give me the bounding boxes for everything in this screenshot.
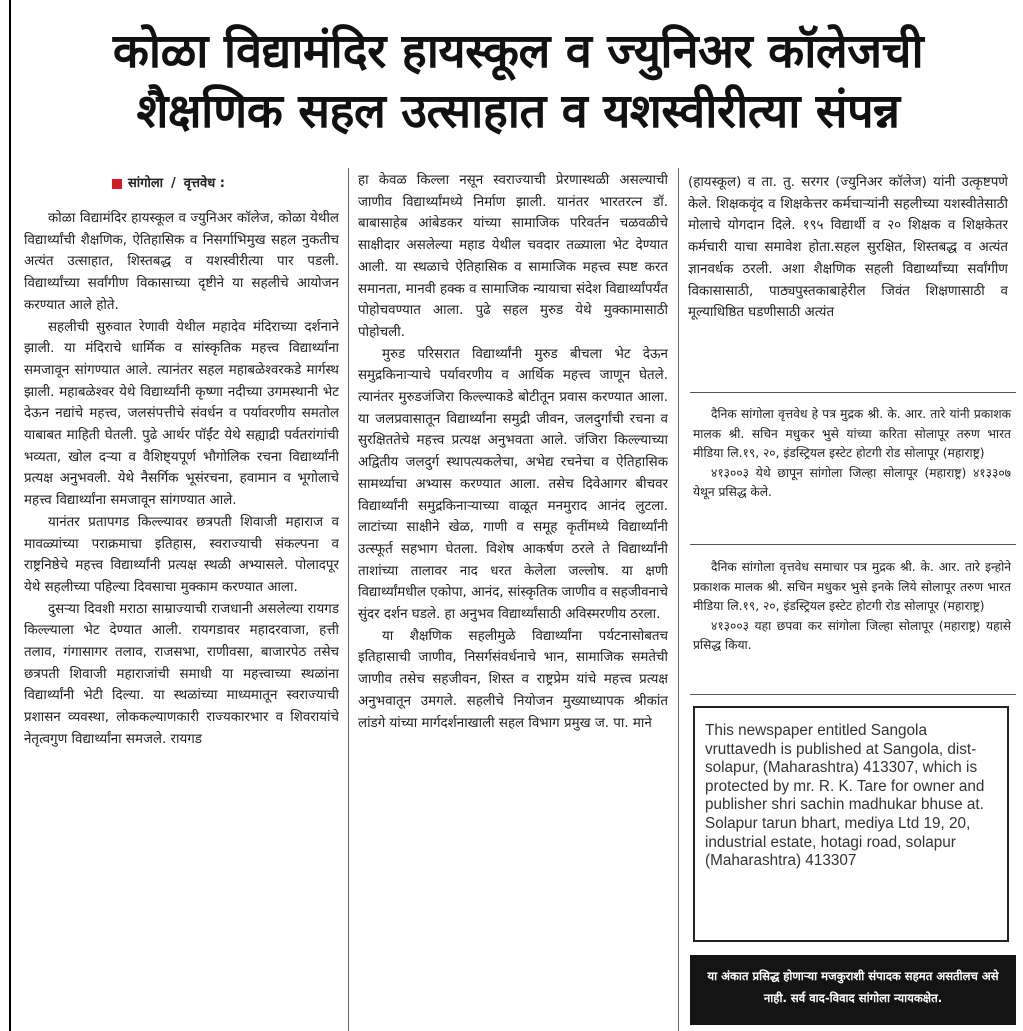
red-square-icon xyxy=(112,179,122,189)
section-divider xyxy=(690,694,1016,695)
dateline-place: सांगोला xyxy=(128,176,164,191)
paragraph: यानंतर प्रतापगड किल्ल्यावर छत्रपती शिवाजी महाराज व मावळ्यांच्या पराक्रमाचा इतिहास, स्वराज्याची संकल्पना व राष्ट्रनिष्ठेचे महत्त्व विद्यार्थ्यांनी प्रत्यक्ष स्थळी अभ्यासले. पोलादपूर येथे सहलीच्या पहिल्या दिवसाचा मुक्काम करण्यात आला. xyxy=(24,514,339,595)
imprint-line: ४१३००३ येथे छापून सांगोला जिल्हा सोलापूर (महाराष्ट्र) ४१३३०७ येथून प्रसिद्ध केले. xyxy=(693,465,1011,499)
paragraph: मुरुड परिसरात विद्यार्थ्यांनी मुरुड बीचला भेट देऊन समुद्रकिनाऱ्याचे पर्यावरणीय व आर्थिक महत्त्व जाणून घेतले. त्यानंतर मुरुडजंजिरा किल्ल्याकडे बोटीतून प्रवास करण्यात आला. या जलप्रवासातून विद्यार्थ्यांना समुद्री जीवन, जलदुर्गांची रचना व सुरक्षिततेचे महत्त्व प्रत्यक्ष अनुभवता आले. जंजिरा किल्ल्याच्या अद्वितीय जलदुर्ग स्थापत्यकलेचा, अभेद्य रचनेचा व ऐतिहासिक सामर्थ्याचा अभ्यास करण्यात आला. तसेच दिवेआगर बीचवर विद्यार्थ्यांनी समुद्रकिनाऱ्याच्या वाळूत मनमुराद आनंद लुटला. लाटांच्या साक्षीने खेळ, गाणी व समूह कृतींमध्ये विद्यार्थ्यांनी उत्स्फूर्त सहभाग घेतला. विशेष आकर्षण ठरले ते विद्यार्थ्यांनी ताशांच्या तालावर नाद धरत केलेला जल्लोष. या क्षणी विद्यार्थ्यांमधील एकोपा, आनंद, सांस्कृतिक जाणीव व सहजीवनाचे सुंदर दर्शन घडले. हा अनुभव विद्यार्थ्यांसाठी अविस्मरणीय ठरला. xyxy=(358,346,668,623)
article-column-2 xyxy=(358,170,668,1030)
imprint-line: दैनिक सांगोला वृत्तवेध हे पत्र मुद्रक श्री. के. आर. तारे यांनी प्रकाशक मालक श्री. सचिन मधुकर भुसे यांच्या करिता सोलापूर तरुण भारत मीडिया लि.१९, २०, इंडस्ट्रियल इस्टेट होटगी रोड सोलापूर (महाराष्ट्र) xyxy=(693,407,1011,460)
paragraph: हा केवळ किल्ला नसून स्वराज्याची प्रेरणास्थळी असल्याची जाणीव विद्यार्थ्यांमध्ये निर्माण झाली. यानंतर भारतरत्न डॉ. बाबासाहेब आंबेडकर यांच्या सामाजिक परिवर्तन चळवळीचे साक्षीदार असलेल्या महाड येथील चवदार तळ्याला भेट देण्यात आली. या स्थळाचे ऐतिहासिक व सामाजिक महत्त्व स्पष्ट करत समानता, मानवी हक्क व सामाजिक न्यायाचा संदेश विद्यार्थ्यांपर्यंत पोहोचवण्यात आला. पुढे सहल मुरुड येथे मुक्कामासाठी पोहोचली. xyxy=(358,173,668,340)
imprint-line: ४१३००३ यहा छपवा कर सांगोला जिल्हा सोलापूर (महाराष्ट्र) यहासे प्रसिद्ध किया. xyxy=(693,618,1011,652)
imprint-marathi xyxy=(693,405,1011,535)
imprint-hindi xyxy=(693,558,1011,688)
paragraph: सहलीची सुरुवात रेणावी येथील महादेव मंदिराच्या दर्शनाने झाली. या मंदिराचे धार्मिक व सांस्कृतिक महत्त्व विद्यार्थ्यांना समजावून सांगण्यात आले. त्यानंतर सहल महाबळेश्वरकडे मार्गस्थ झाली. महाबळेश्वर येथे विद्यार्थ्यांनी कृष्णा नदीच्या उगमस्थानी भेट देऊन नद्यांचे महत्त्व, जलसंपत्तीचे संवर्धन व पर्यावरणीय समतोल याबाबत माहिती घेतली. पुढे आर्थर पॉईंट येथे सह्याद्री पर्वतरांगांची भव्यता, खोल दऱ्या व वैशिष्ट्यपूर्ण भौगोलिक रचना विद्यार्थ्यांनी प्रत्यक्ष अनुभवली. येथे नैसर्गिक भूसंरचना, हवामान व भूगोलाचे महत्त्व विद्यार्थ्यांना समजावून सांगण्यात आले. xyxy=(24,319,339,509)
headline-line-1: कोळा विद्यामंदिर हायस्कूल व ज्युनिअर कॉलेजची xyxy=(112,24,924,79)
article-column-1 xyxy=(24,168,339,1028)
dateline-source: वृत्तवेध : xyxy=(183,176,225,191)
imprint-line: दैनिक सांगोला वृत्तवेध समाचार पत्र मुद्रक श्री. के. आर. तारे इन्होने प्रकाशक मालक श्री. सचिन मधुकर भुसे इनके लिये सोलापूर तरुण भारत मीडिया लि.१९, २०, इंडस्ट्रियल इस्टेट होटगी रोड सोलापूर (महाराष्ट्र) xyxy=(693,560,1011,613)
headline-line-2: शैक्षणिक सहल उत्साहात व यशस्वीरीत्या संपन्न xyxy=(136,84,900,139)
imprint-english-box: This newspaper entitled Sangola vruttavedh is published at Sangola, dist- solapur, (Maharashtra) 413307, which is protected by mr. R. K. Tare for owner and publisher shri sachin madhukar bhuse at. Solapur tarun bhart, mediya Ltd 19, 20, industrial estate, hotagi road, solapur (Maharashtra) 413307 xyxy=(693,706,1009,942)
section-divider xyxy=(690,392,1016,393)
headline xyxy=(18,22,1018,142)
column-divider xyxy=(678,168,679,1031)
section-divider xyxy=(690,544,1016,545)
paragraph: (हायस्कूल) व ता. तु. सरगर (ज्युनिअर कॉलेज) यांनी उत्कृष्टपणे केले. शिक्षकवृंद व शिक्षकेत्तर कर्मचाऱ्यांनी सहलीच्या यशस्वीतेसाठी मोलाचे योगदान दिले. १९५ विद्यार्थी व २० शिक्षक व शिक्षकेतर कर्मचारी याचा समावेश होता.सहल सुरक्षित, शिस्तबद्ध व अत्यंत ज्ञानवर्धक ठरली. अशा शैक्षणिक सहली विद्यार्थ्यांच्या सर्वांगीण विकासासाठी, पाठ्यपुस्तकाबाहेरील जिवंत शिक्षणासाठी व मूल्याधिष्ठित घडणीसाठी अत्यंत xyxy=(688,175,1008,321)
dateline xyxy=(112,174,339,194)
article-column-3 xyxy=(688,172,1008,377)
paragraph: दुसऱ्या दिवशी मराठा साम्राज्याची राजधानी असलेल्या रायगड किल्ल्याला भेट देण्यात आली. रायगडावर महादरवाजा, हत्ती तलाव, गंगासागर तलाव, राजसभा, राणीवसा, बाजारपेठ तसेच छत्रपती शिवाजी महाराजांची समाधी या महत्त्वाच्या स्थळांना विद्यार्थ्यांनी भेटी दिल्या. या स्थळांच्या माध्यमातून स्वराज्याची प्रशासन व्यवस्था, लोककल्याणकारी राज्यकारभार व शिवरायांचे नेतृत्वगुण विद्यार्थ्यांना समजले. रायगड xyxy=(24,601,339,747)
column-divider xyxy=(348,168,349,1031)
paragraph: या शैक्षणिक सहलीमुळे विद्यार्थ्यांना पर्यटनासोबतच इतिहासाची जाणीव, निसर्गसंवर्धनाचे भान, सामाजिक समतेची जाणीव तसेच सहजीवन, शिस्त व राष्ट्रप्रेम यांचे महत्त्व प्रत्यक्ष अनुभवातून उमगले. सहलीचे नियोजन मुख्याध्यापक श्रीकांत लांडगे यांच्या मार्गदर्शनाखाली सहल विभाग प्रमुख ज. पा. माने xyxy=(358,628,668,731)
dateline-separator: / xyxy=(171,176,176,191)
disclaimer-notice: या अंकात प्रसिद्ध होणाऱ्या मजकुराशी संपादक सहमत असतीलच असे नाही. सर्व वाद-विवाद सांगोला न्यायकक्षेत. xyxy=(690,955,1016,1025)
page-left-border xyxy=(9,0,11,1031)
paragraph: कोळा विद्यामंदिर हायस्कूल व ज्युनिअर कॉलेज, कोळा येथील विद्यार्थ्यांची शैक्षणिक, ऐतिहासिक व निसर्गाभिमुख सहल नुकतीच अत्यंत उत्साहात, शिस्तबद्ध व यशस्वीरीत्या पार पडली. विद्यार्थ्यांच्या सर्वांगीण विकासाच्या दृष्टीने या सहलीचे आयोजन करण्यात आले होते. xyxy=(24,211,339,313)
